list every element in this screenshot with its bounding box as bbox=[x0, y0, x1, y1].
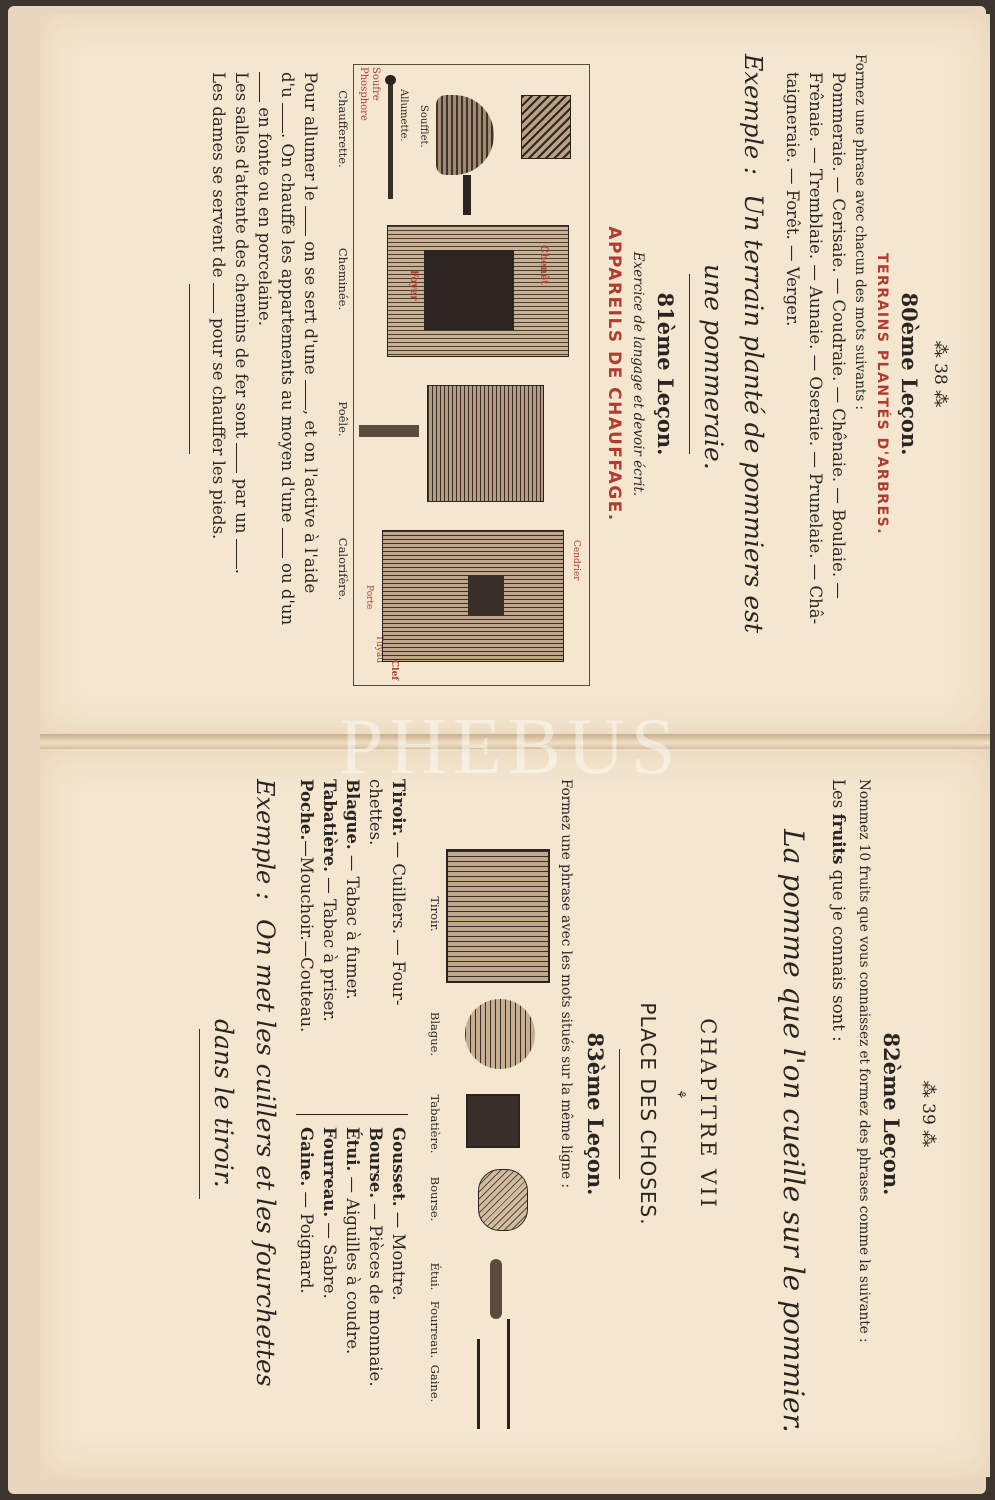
ornament: ⚘ bbox=[674, 1089, 688, 1100]
lesson-82-example: La pomme que l'on cueille sur le pommier. bbox=[777, 829, 810, 1433]
fill-line: d'u . On chauffe les appartements au moyen d'une ou d'un bbox=[278, 72, 297, 626]
fill-line: Les dames se servent de pour se chauffer les pieds. bbox=[209, 72, 228, 540]
stove-illustration bbox=[427, 385, 544, 502]
caption-etui: Étui. bbox=[428, 1262, 442, 1291]
label-tuyau: Tuyau bbox=[374, 635, 384, 664]
divider bbox=[199, 1029, 200, 1199]
fill-line: Les salles d'attente des chemins de fer sont par un . bbox=[232, 72, 251, 574]
lesson-83-example bbox=[251, 779, 280, 1469]
word-row: Blague. — Tabac à fumer. bbox=[343, 779, 362, 1000]
lesson-83-title: 83ème Leçon. bbox=[583, 1032, 608, 1196]
word-column-2 bbox=[295, 1127, 410, 1467]
example-label: Exemple : bbox=[739, 54, 767, 175]
divider bbox=[619, 1049, 620, 1179]
chapter-subtitle: PLACE DES CHOSES. bbox=[636, 1002, 660, 1226]
page-number: ⁂ 39 ⁂ bbox=[918, 1080, 938, 1148]
label-soufre: Soufre bbox=[370, 67, 381, 101]
fill-in-text bbox=[207, 72, 322, 712]
lesson-80-title: 80ème Leçon. bbox=[897, 292, 922, 456]
caption-poele: Poêle. bbox=[336, 401, 350, 437]
divider bbox=[189, 284, 190, 454]
label-cendrier: Cendrier bbox=[571, 540, 581, 581]
heating-illustration bbox=[353, 64, 590, 686]
word-row: Poche.—Mouchoir.—Couteau. bbox=[297, 779, 316, 1033]
label-clef: Clef bbox=[389, 660, 399, 681]
watermark: PHEBUS bbox=[338, 703, 682, 791]
fireplace-hearth bbox=[424, 250, 514, 330]
purse-illustration bbox=[478, 1169, 528, 1231]
word-column-1 bbox=[295, 779, 410, 1109]
chapter-title: CHAPITRE VII bbox=[696, 1018, 720, 1210]
match-illustration bbox=[388, 79, 393, 199]
match-head bbox=[385, 75, 396, 85]
caption-fourreau: Fourreau. bbox=[428, 1300, 442, 1359]
lesson-80-heading: TERRAINS PLANTÉS D'ARBRES. bbox=[874, 252, 890, 536]
word-row: chettes. bbox=[366, 779, 385, 846]
lesson-80-instruction: Formez une phrase avec chacun des mots suivants : bbox=[852, 54, 868, 411]
word-line: taigneraie. — Forêt. — Verger. bbox=[783, 72, 802, 327]
word-line: Frênaie. — Tremblaie. — Aunaie. — Oseraie. — Prunelaie. — Châ- bbox=[806, 72, 825, 625]
caption-tiroir: Tiroir. bbox=[428, 896, 442, 932]
lesson-80-example bbox=[739, 54, 768, 714]
page-number: ⁂ 38 ⁂ bbox=[930, 340, 950, 408]
label-soufflet: Soufflet. bbox=[418, 105, 429, 148]
word-row: Gousset. — Montre. bbox=[389, 1127, 408, 1301]
example-text: On met les cuillers et les fourchettes bbox=[251, 919, 280, 1387]
example-text-cont: dans le tiroir. bbox=[209, 1019, 238, 1188]
lesson-81-title: 81ème Leçon. bbox=[653, 292, 678, 456]
stove-pipe bbox=[359, 425, 419, 437]
lesson-83-instruction: Formez une phrase avec les mots situés sur la même ligne : bbox=[558, 779, 574, 1189]
right-page bbox=[40, 749, 990, 1477]
label-foyer: Foyer bbox=[408, 270, 419, 301]
caption-blague: Blague. bbox=[428, 1011, 442, 1057]
tobacco-pouch-illustration bbox=[465, 999, 535, 1069]
lesson-80-word-list bbox=[781, 72, 850, 712]
label-phosphore: Phosphore bbox=[358, 67, 369, 121]
snuffbox-illustration bbox=[466, 1094, 520, 1148]
caption-cheminee: Cheminée. bbox=[336, 247, 350, 311]
scabbard-illustration bbox=[507, 1319, 510, 1429]
left-page bbox=[40, 14, 990, 736]
divider bbox=[689, 274, 690, 454]
drawer-illustration bbox=[446, 849, 550, 983]
lesson-82-title: 82ème Leçon. bbox=[879, 1032, 904, 1196]
word-row: Gaine. — Poignard. bbox=[297, 1127, 316, 1294]
label-allumette: Allumette. bbox=[398, 89, 409, 142]
caption-calorifere: Calorifère. bbox=[336, 537, 350, 601]
bellows-nozzle bbox=[463, 175, 471, 215]
example-text: Un terrain planté de pommiers est bbox=[739, 194, 768, 634]
word-row: Tiroir. — Cuillers. — Four- bbox=[389, 779, 408, 1006]
caption-tabatiere: Tabatière. bbox=[428, 1094, 442, 1154]
word-row: Tabatière. — Tabac à priser. bbox=[320, 779, 339, 1022]
foot-warmer-illustration bbox=[521, 95, 571, 159]
word-line: Pommeraie. — Cerisaie. — Coudraie. — Chênaie. — Boulaie. — bbox=[829, 72, 848, 599]
label-porte: Porte bbox=[364, 585, 374, 610]
caption-bourse: Bourse. bbox=[428, 1176, 442, 1222]
example-label: Exemple : bbox=[251, 779, 279, 900]
fill-line: en fonte ou en porcelaine. bbox=[253, 72, 276, 712]
example-text-cont: une pommeraie. bbox=[699, 264, 728, 470]
column-divider bbox=[296, 1114, 408, 1115]
caption-chaufferette: Chaufferette. bbox=[336, 90, 350, 168]
caption-gaine: Gaine. bbox=[428, 1364, 442, 1403]
lesson-82-instruction: Nommez 10 fruits que vous connaissez et formez des phrases comme la suivante : bbox=[856, 779, 872, 1343]
lesson-81-subtitle: Exercice de langage et devoir écrit. bbox=[630, 251, 646, 497]
word-row: Bourse. — Pièces de monnaie. bbox=[366, 1127, 385, 1387]
lesson-82-prompt: Les fruits que je connais sont : bbox=[829, 779, 848, 1042]
calorifere-door bbox=[468, 575, 504, 615]
sheath-illustration bbox=[477, 1339, 480, 1429]
word-row: Étui. — Aiguilles à coudre. bbox=[343, 1127, 362, 1355]
case-illustration bbox=[490, 1259, 502, 1319]
label-chenet: Chenêt bbox=[538, 245, 549, 285]
word-row: Fourreau. — Sabre. bbox=[320, 1127, 339, 1299]
lesson-81-heading: APPAREILS DE CHAUFFAGE. bbox=[604, 226, 624, 522]
bellows-illustration bbox=[436, 95, 494, 175]
fill-line: Pour allumer le on se sert d'une , et on l'active à l'aide bbox=[301, 72, 320, 594]
